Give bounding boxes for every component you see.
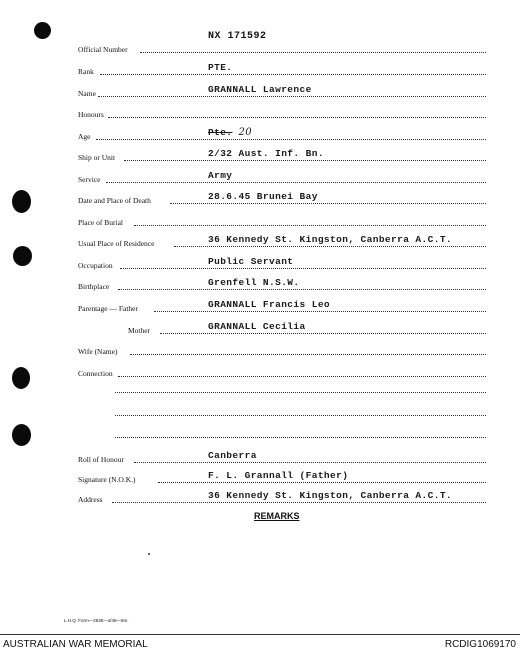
value-roll-of-honour: Canberra [208,450,257,461]
value-signature-nok: F. L. Grannall (Father) [208,470,349,481]
row-address [78,490,486,504]
row-signature-nok [78,470,486,484]
connection-line-2 [115,392,486,393]
connection-line-3 [115,415,486,416]
row-wife [78,342,486,356]
connection-line-4 [115,437,486,438]
punch-hole-top [34,22,51,39]
row-date-place-of-death [78,191,486,205]
row-mother [78,321,486,335]
label-roll-of-honour: Roll of Honour [78,455,124,464]
label-address: Address [78,495,103,504]
punch-hole-middle [13,246,32,266]
row-age [78,127,486,141]
row-place-of-burial [78,213,486,227]
label-honours: Honours [78,110,104,119]
value-usual-residence: 36 Kennedy St. Kingston, Canberra A.C.T. [208,234,453,245]
row-honours [78,105,486,119]
row-connection [78,364,486,378]
row-roll-of-honour [78,450,486,464]
ink-speck [148,553,150,555]
value-ship-or-unit: 2/32 Aust. Inf. Bn. [208,148,324,159]
label-date-place-of-death: Date and Place of Death [78,196,151,205]
value-occupation: Public Servant [208,256,294,267]
row-ship-or-unit [78,148,486,162]
value-address: 36 Kennedy St. Kingston, Canberra A.C.T. [208,490,453,501]
label-wife: Wife (Name) [78,347,118,356]
value-age-handwritten: 20 [238,127,253,138]
footer-archive-name: AUSTRALIAN WAR MEMORIAL [3,639,148,650]
footer-record-id: RCDIG1069170 [444,639,516,650]
row-service [78,170,486,184]
punch-hole-bottom [12,424,31,446]
label-age: Age [78,132,91,141]
row-birthplace [78,277,486,291]
value-parentage-father: GRANNALL Francis Leo [208,299,331,310]
label-service: Service [78,175,101,184]
label-parentage-father: Parentage — Father [78,304,138,313]
label-name: Name [78,89,96,98]
punch-hole-lower [12,367,30,389]
label-ship-or-unit: Ship or Unit [78,153,116,162]
label-rank: Rank [78,67,94,76]
label-official-number: Official Number [78,45,128,54]
label-occupation: Occupation [78,261,113,270]
value-age [208,127,252,138]
value-mother: GRANNALL Cecilia [208,321,306,332]
footer-divider [0,634,520,635]
label-connection: Connection [78,369,113,378]
label-birthplace: Birthplace [78,282,110,291]
row-rank [78,62,486,76]
value-rank: PTE. [208,62,233,73]
label-mother: Mother [128,326,151,335]
row-parentage-father [78,299,486,313]
value-birthplace: Grenfell N.S.W. [208,277,300,288]
row-occupation [78,256,486,270]
label-place-of-burial: Place of Burial [78,218,123,227]
label-usual-residence: Usual Place of Residence [78,239,155,248]
value-date-place-of-death: 28.6.45 Brunei Bay [208,191,318,202]
value-name: GRANNALL Lawrence [208,84,312,95]
value-age-struck: Pte. [208,127,233,138]
row-name [78,84,486,98]
official-number-value: NX 171592 [208,31,267,42]
form-code: L.H.Q. Form—2535—4/45—5m. [64,618,129,623]
row-usual-residence [78,234,486,248]
punch-hole-upper [12,190,31,213]
value-service: Army [208,170,233,181]
remarks-heading: REMARKS [254,511,300,521]
row-official-number [78,40,486,54]
label-signature-nok: Signature (N.O.K.) [78,475,136,484]
